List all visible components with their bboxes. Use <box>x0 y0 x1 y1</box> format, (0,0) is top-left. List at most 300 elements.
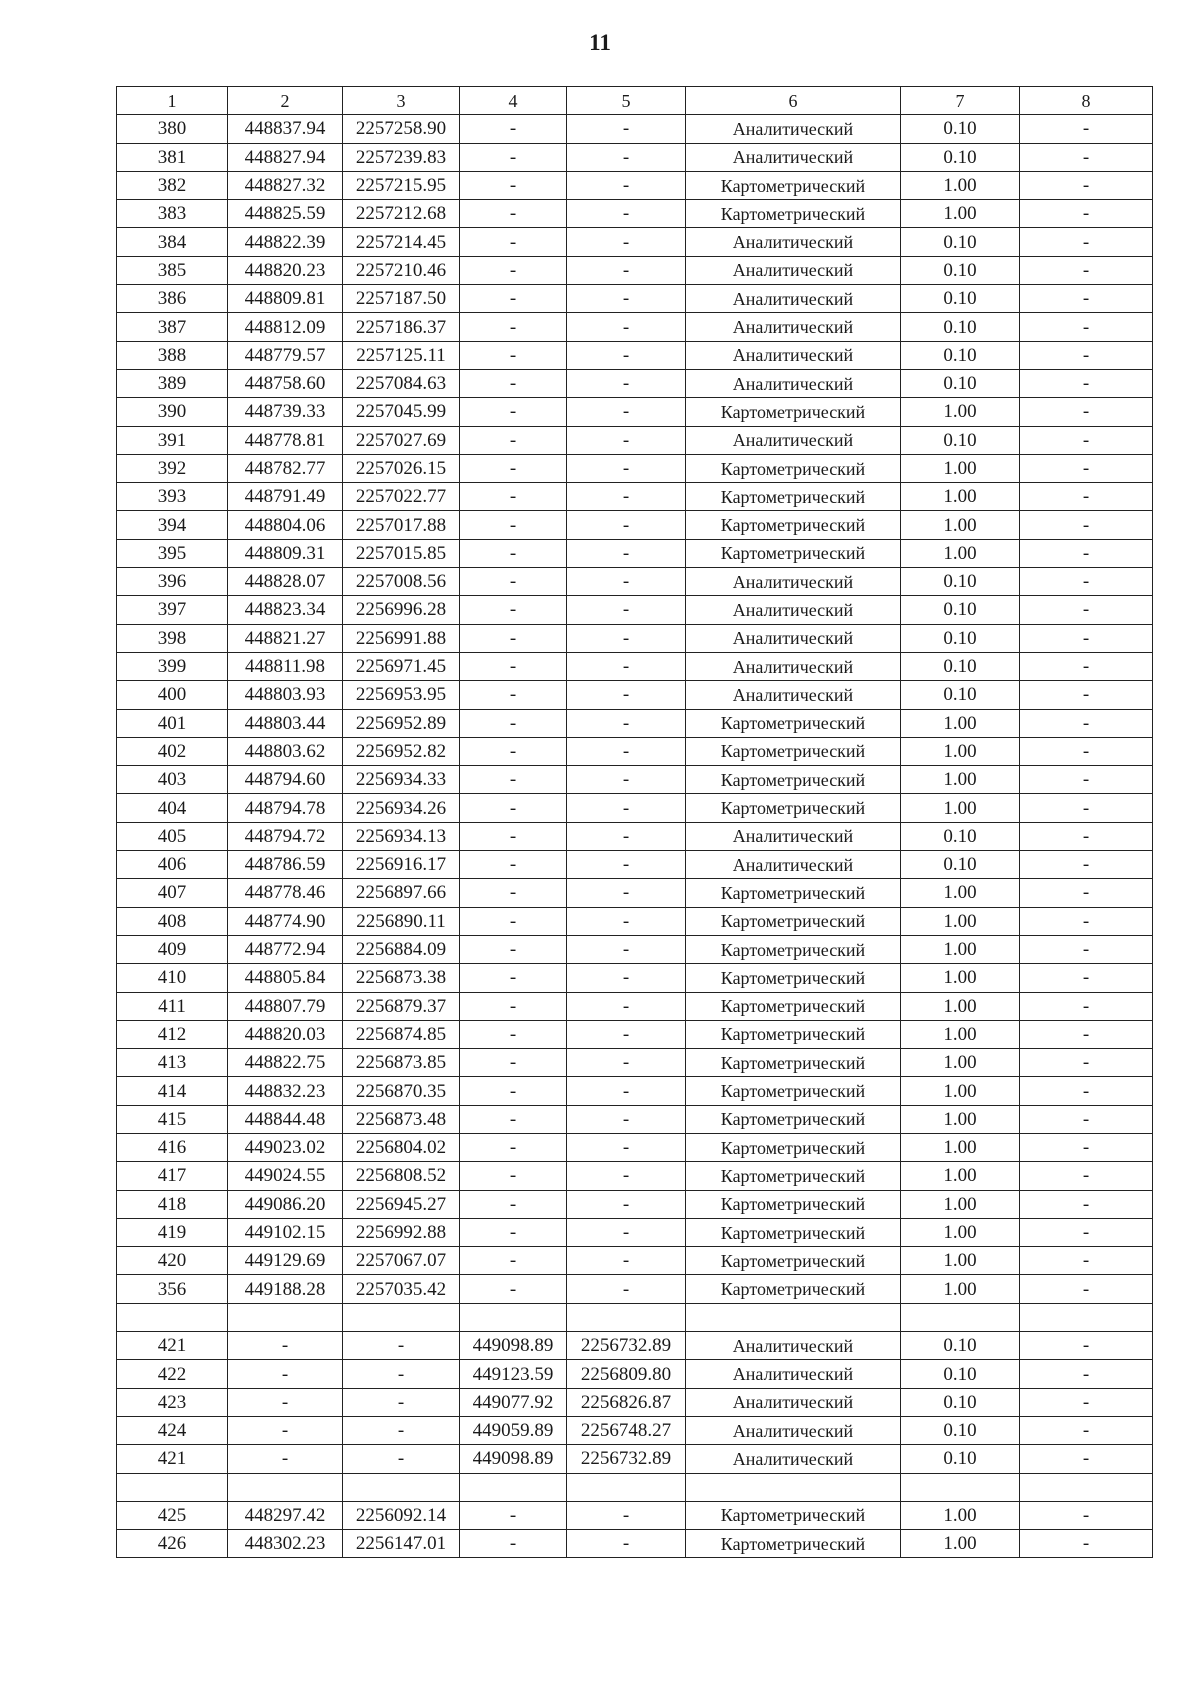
table-row <box>117 1077 1153 1105</box>
x-new-coordinate-cell: - <box>460 851 567 879</box>
column-header-4: 4 <box>460 87 567 115</box>
y-coordinate-cell: 2256804.02 <box>343 1133 460 1161</box>
method-cell: Картометрический <box>686 539 901 567</box>
note-cell <box>1020 1303 1153 1331</box>
accuracy-cell: 0.10 <box>901 681 1020 709</box>
accuracy-cell: 0.10 <box>901 1388 1020 1416</box>
method-cell <box>686 1303 901 1331</box>
y-coordinate-cell: 2256952.82 <box>343 737 460 765</box>
point-number-cell: 390 <box>117 398 228 426</box>
point-number-cell: 417 <box>117 1162 228 1190</box>
table-row <box>117 596 1153 624</box>
note-cell: - <box>1020 1416 1153 1444</box>
accuracy-cell: 1.00 <box>901 766 1020 794</box>
x-coordinate-cell: - <box>228 1416 343 1444</box>
point-number-cell: 381 <box>117 143 228 171</box>
y-new-coordinate-cell: - <box>567 907 686 935</box>
point-number-cell: 412 <box>117 1020 228 1048</box>
table-row <box>117 454 1153 482</box>
table-row <box>117 511 1153 539</box>
method-cell: Картометрический <box>686 935 901 963</box>
x-coordinate-cell: 449129.69 <box>228 1247 343 1275</box>
y-coordinate-cell: - <box>343 1332 460 1360</box>
x-coordinate-cell: 448778.81 <box>228 426 343 454</box>
y-new-coordinate-cell: - <box>567 285 686 313</box>
note-cell: - <box>1020 822 1153 850</box>
x-new-coordinate-cell: - <box>460 454 567 482</box>
method-cell: Аналитический <box>686 341 901 369</box>
column-header-2: 2 <box>228 87 343 115</box>
point-number-cell: 398 <box>117 624 228 652</box>
y-coordinate-cell: 2257045.99 <box>343 398 460 426</box>
x-coordinate-cell: 448827.94 <box>228 143 343 171</box>
table-row <box>117 483 1153 511</box>
x-coordinate-cell: 448774.90 <box>228 907 343 935</box>
table-row <box>117 568 1153 596</box>
y-coordinate-cell: 2257125.11 <box>343 341 460 369</box>
x-coordinate-cell: 448828.07 <box>228 568 343 596</box>
table-row <box>117 737 1153 765</box>
column-header-8: 8 <box>1020 87 1153 115</box>
note-cell: - <box>1020 539 1153 567</box>
accuracy-cell: 1.00 <box>901 1275 1020 1303</box>
x-coordinate-cell <box>228 1303 343 1331</box>
x-new-coordinate-cell: - <box>460 1218 567 1246</box>
x-coordinate-cell: 448820.03 <box>228 1020 343 1048</box>
note-cell: - <box>1020 1530 1153 1558</box>
y-new-coordinate-cell: 2256748.27 <box>567 1416 686 1444</box>
x-coordinate-cell: - <box>228 1332 343 1360</box>
point-number-cell: 356 <box>117 1275 228 1303</box>
point-number-cell: 425 <box>117 1501 228 1529</box>
x-coordinate-cell: 448809.81 <box>228 285 343 313</box>
y-new-coordinate-cell: - <box>567 1530 686 1558</box>
method-cell: Аналитический <box>686 1332 901 1360</box>
y-coordinate-cell: 2256874.85 <box>343 1020 460 1048</box>
method-cell: Аналитический <box>686 143 901 171</box>
x-new-coordinate-cell: - <box>460 709 567 737</box>
accuracy-cell: 0.10 <box>901 285 1020 313</box>
note-cell: - <box>1020 398 1153 426</box>
point-number-cell: 396 <box>117 568 228 596</box>
y-new-coordinate-cell <box>567 1473 686 1501</box>
x-coordinate-cell: - <box>228 1388 343 1416</box>
accuracy-cell: 1.00 <box>901 794 1020 822</box>
x-new-coordinate-cell: - <box>460 1105 567 1133</box>
y-new-coordinate-cell: - <box>567 624 686 652</box>
x-coordinate-cell: - <box>228 1445 343 1473</box>
y-coordinate-cell: 2257215.95 <box>343 171 460 199</box>
x-coordinate-cell: 448782.77 <box>228 454 343 482</box>
x-coordinate-cell: 448794.72 <box>228 822 343 850</box>
table-row <box>117 398 1153 426</box>
accuracy-cell: 1.00 <box>901 1530 1020 1558</box>
x-new-coordinate-cell: - <box>460 143 567 171</box>
x-new-coordinate-cell: - <box>460 1020 567 1048</box>
x-new-coordinate-cell: - <box>460 483 567 511</box>
y-new-coordinate-cell: - <box>567 681 686 709</box>
table-row <box>117 992 1153 1020</box>
y-new-coordinate-cell: 2256809.80 <box>567 1360 686 1388</box>
point-number-cell: 421 <box>117 1445 228 1473</box>
y-new-coordinate-cell: 2256732.89 <box>567 1445 686 1473</box>
point-number-cell: 384 <box>117 228 228 256</box>
table-row <box>117 539 1153 567</box>
x-new-coordinate-cell: - <box>460 822 567 850</box>
x-new-coordinate-cell: - <box>460 1133 567 1161</box>
x-coordinate-cell: 448804.06 <box>228 511 343 539</box>
y-new-coordinate-cell: - <box>567 539 686 567</box>
note-cell: - <box>1020 935 1153 963</box>
note-cell: - <box>1020 313 1153 341</box>
method-cell: Картометрический <box>686 907 901 935</box>
method-cell: Картометрический <box>686 709 901 737</box>
x-new-coordinate-cell: - <box>460 568 567 596</box>
y-coordinate-cell: - <box>343 1360 460 1388</box>
accuracy-cell: 1.00 <box>901 483 1020 511</box>
point-number-cell: 406 <box>117 851 228 879</box>
method-cell: Картометрический <box>686 1218 901 1246</box>
method-cell: Картометрический <box>686 1077 901 1105</box>
point-number-cell: 389 <box>117 369 228 397</box>
x-new-coordinate-cell: - <box>460 596 567 624</box>
x-new-coordinate-cell: - <box>460 1162 567 1190</box>
method-cell: Аналитический <box>686 652 901 680</box>
y-new-coordinate-cell: - <box>567 313 686 341</box>
accuracy-cell: 0.10 <box>901 1360 1020 1388</box>
method-cell <box>686 1473 901 1501</box>
table-row <box>117 256 1153 284</box>
x-coordinate-cell: 449023.02 <box>228 1133 343 1161</box>
note-cell: - <box>1020 681 1153 709</box>
table-body <box>117 115 1153 1558</box>
x-coordinate-cell: 448297.42 <box>228 1501 343 1529</box>
table-row <box>117 1445 1153 1473</box>
column-header-3: 3 <box>343 87 460 115</box>
x-coordinate-cell: 448794.78 <box>228 794 343 822</box>
table-row <box>117 1133 1153 1161</box>
method-cell: Аналитический <box>686 426 901 454</box>
column-header-7: 7 <box>901 87 1020 115</box>
point-number-cell: 421 <box>117 1332 228 1360</box>
y-new-coordinate-cell: - <box>567 568 686 596</box>
method-cell: Аналитический <box>686 369 901 397</box>
accuracy-cell: 0.10 <box>901 143 1020 171</box>
method-cell: Картометрический <box>686 766 901 794</box>
point-number-cell: 403 <box>117 766 228 794</box>
table-row <box>117 1360 1153 1388</box>
note-cell: - <box>1020 907 1153 935</box>
point-number-cell: 386 <box>117 285 228 313</box>
x-new-coordinate-cell: - <box>460 369 567 397</box>
x-new-coordinate-cell: - <box>460 313 567 341</box>
method-cell: Картометрический <box>686 794 901 822</box>
x-new-coordinate-cell <box>460 1473 567 1501</box>
y-coordinate-cell: 2256996.28 <box>343 596 460 624</box>
accuracy-cell: 1.00 <box>901 1020 1020 1048</box>
y-coordinate-cell: 2257212.68 <box>343 200 460 228</box>
point-number-cell: 382 <box>117 171 228 199</box>
x-coordinate-cell: 448758.60 <box>228 369 343 397</box>
y-coordinate-cell: - <box>343 1388 460 1416</box>
x-coordinate-cell: 448786.59 <box>228 851 343 879</box>
accuracy-cell: 0.10 <box>901 822 1020 850</box>
x-new-coordinate-cell: - <box>460 285 567 313</box>
accuracy-cell <box>901 1473 1020 1501</box>
x-coordinate-cell: 448803.62 <box>228 737 343 765</box>
y-new-coordinate-cell: - <box>567 511 686 539</box>
table-row <box>117 1388 1153 1416</box>
y-new-coordinate-cell: - <box>567 1247 686 1275</box>
accuracy-cell: 0.10 <box>901 228 1020 256</box>
note-cell: - <box>1020 596 1153 624</box>
x-coordinate-cell: 448832.23 <box>228 1077 343 1105</box>
x-coordinate-cell: 448739.33 <box>228 398 343 426</box>
note-cell: - <box>1020 1190 1153 1218</box>
note-cell: - <box>1020 1218 1153 1246</box>
x-coordinate-cell: 449102.15 <box>228 1218 343 1246</box>
table-row <box>117 1473 1153 1501</box>
accuracy-cell: 0.10 <box>901 1445 1020 1473</box>
x-coordinate-cell: 448772.94 <box>228 935 343 963</box>
method-cell: Картометрический <box>686 1247 901 1275</box>
point-number-cell: 400 <box>117 681 228 709</box>
y-coordinate-cell: 2256971.45 <box>343 652 460 680</box>
y-coordinate-cell: 2256092.14 <box>343 1501 460 1529</box>
y-new-coordinate-cell: - <box>567 794 686 822</box>
y-coordinate-cell: 2256952.89 <box>343 709 460 737</box>
point-number-cell <box>117 1303 228 1331</box>
point-number-cell: 380 <box>117 115 228 143</box>
note-cell: - <box>1020 228 1153 256</box>
y-coordinate-cell <box>343 1473 460 1501</box>
y-coordinate-cell: 2256147.01 <box>343 1530 460 1558</box>
point-number-cell: 420 <box>117 1247 228 1275</box>
point-number-cell: 397 <box>117 596 228 624</box>
x-new-coordinate-cell: - <box>460 737 567 765</box>
table-row <box>117 907 1153 935</box>
note-cell: - <box>1020 1275 1153 1303</box>
y-coordinate-cell: 2257035.42 <box>343 1275 460 1303</box>
x-new-coordinate-cell: - <box>460 624 567 652</box>
x-new-coordinate-cell: - <box>460 398 567 426</box>
accuracy-cell: 1.00 <box>901 992 1020 1020</box>
note-cell: - <box>1020 143 1153 171</box>
note-cell: - <box>1020 652 1153 680</box>
x-new-coordinate-cell: - <box>460 1190 567 1218</box>
x-coordinate-cell: 448811.98 <box>228 652 343 680</box>
table-row <box>117 171 1153 199</box>
x-coordinate-cell: 448822.75 <box>228 1049 343 1077</box>
note-cell: - <box>1020 483 1153 511</box>
x-new-coordinate-cell: - <box>460 935 567 963</box>
table-row <box>117 1275 1153 1303</box>
point-number-cell: 391 <box>117 426 228 454</box>
point-number-cell: 413 <box>117 1049 228 1077</box>
accuracy-cell: 1.00 <box>901 539 1020 567</box>
accuracy-cell: 1.00 <box>901 1162 1020 1190</box>
y-coordinate-cell: 2256873.48 <box>343 1105 460 1133</box>
y-new-coordinate-cell: - <box>567 737 686 765</box>
x-coordinate-cell: 448809.31 <box>228 539 343 567</box>
x-new-coordinate-cell: - <box>460 511 567 539</box>
x-coordinate-cell: 448812.09 <box>228 313 343 341</box>
x-coordinate-cell: 448778.46 <box>228 879 343 907</box>
y-coordinate-cell: - <box>343 1445 460 1473</box>
point-number-cell: 405 <box>117 822 228 850</box>
point-number-cell: 408 <box>117 907 228 935</box>
y-coordinate-cell: 2256870.35 <box>343 1077 460 1105</box>
y-coordinate-cell: 2256884.09 <box>343 935 460 963</box>
table-row <box>117 624 1153 652</box>
table-row <box>117 1218 1153 1246</box>
y-new-coordinate-cell <box>567 1303 686 1331</box>
y-coordinate-cell: 2257214.45 <box>343 228 460 256</box>
x-coordinate-cell: - <box>228 1360 343 1388</box>
x-new-coordinate-cell: - <box>460 115 567 143</box>
y-new-coordinate-cell: - <box>567 369 686 397</box>
y-new-coordinate-cell: - <box>567 709 686 737</box>
table-row <box>117 1530 1153 1558</box>
table-row <box>117 228 1153 256</box>
x-new-coordinate-cell: 449098.89 <box>460 1445 567 1473</box>
method-cell: Картометрический <box>686 171 901 199</box>
table-row <box>117 143 1153 171</box>
method-cell: Аналитический <box>686 681 901 709</box>
y-coordinate-cell: 2257239.83 <box>343 143 460 171</box>
y-coordinate-cell: 2256934.13 <box>343 822 460 850</box>
y-new-coordinate-cell: - <box>567 935 686 963</box>
y-coordinate-cell: 2257187.50 <box>343 285 460 313</box>
x-coordinate-cell: 448820.23 <box>228 256 343 284</box>
x-new-coordinate-cell: - <box>460 681 567 709</box>
note-cell: - <box>1020 1049 1153 1077</box>
accuracy-cell: 0.10 <box>901 568 1020 596</box>
y-new-coordinate-cell: - <box>567 596 686 624</box>
y-coordinate-cell: 2256953.95 <box>343 681 460 709</box>
x-new-coordinate-cell: - <box>460 1077 567 1105</box>
point-number-cell: 407 <box>117 879 228 907</box>
x-coordinate-cell: 448827.32 <box>228 171 343 199</box>
point-number-cell: 402 <box>117 737 228 765</box>
method-cell: Аналитический <box>686 851 901 879</box>
point-number-cell: 399 <box>117 652 228 680</box>
y-new-coordinate-cell: - <box>567 426 686 454</box>
table-row <box>117 1332 1153 1360</box>
note-cell: - <box>1020 737 1153 765</box>
column-header-5: 5 <box>567 87 686 115</box>
table-row <box>117 766 1153 794</box>
x-coordinate-cell: 448794.60 <box>228 766 343 794</box>
point-number-cell: 388 <box>117 341 228 369</box>
table-row <box>117 822 1153 850</box>
column-header-1: 1 <box>117 87 228 115</box>
y-coordinate-cell: 2256934.33 <box>343 766 460 794</box>
method-cell: Аналитический <box>686 228 901 256</box>
y-new-coordinate-cell: - <box>567 1190 686 1218</box>
y-new-coordinate-cell: - <box>567 1133 686 1161</box>
y-new-coordinate-cell: - <box>567 766 686 794</box>
point-number-cell: 395 <box>117 539 228 567</box>
table-row <box>117 935 1153 963</box>
point-number-cell: 393 <box>117 483 228 511</box>
x-new-coordinate-cell: 449123.59 <box>460 1360 567 1388</box>
y-coordinate-cell: 2256873.38 <box>343 964 460 992</box>
x-coordinate-cell: 448779.57 <box>228 341 343 369</box>
note-cell: - <box>1020 426 1153 454</box>
point-number-cell: 387 <box>117 313 228 341</box>
y-coordinate-cell: 2256879.37 <box>343 992 460 1020</box>
x-new-coordinate-cell: - <box>460 228 567 256</box>
point-number-cell: 426 <box>117 1530 228 1558</box>
note-cell: - <box>1020 709 1153 737</box>
table-row <box>117 1105 1153 1133</box>
y-coordinate-cell: 2256916.17 <box>343 851 460 879</box>
x-new-coordinate-cell: - <box>460 1049 567 1077</box>
x-new-coordinate-cell: 449098.89 <box>460 1332 567 1360</box>
method-cell: Аналитический <box>686 1360 901 1388</box>
note-cell: - <box>1020 794 1153 822</box>
y-new-coordinate-cell: - <box>567 143 686 171</box>
y-new-coordinate-cell: - <box>567 964 686 992</box>
x-new-coordinate-cell: - <box>460 1275 567 1303</box>
accuracy-cell: 1.00 <box>901 171 1020 199</box>
note-cell: - <box>1020 369 1153 397</box>
point-number-cell: 419 <box>117 1218 228 1246</box>
note-cell: - <box>1020 511 1153 539</box>
note-cell: - <box>1020 171 1153 199</box>
y-coordinate-cell: 2257015.85 <box>343 539 460 567</box>
y-new-coordinate-cell: - <box>567 1077 686 1105</box>
accuracy-cell: 1.00 <box>901 1190 1020 1218</box>
note-cell: - <box>1020 1501 1153 1529</box>
method-cell: Аналитический <box>686 115 901 143</box>
accuracy-cell: 0.10 <box>901 596 1020 624</box>
method-cell: Картометрический <box>686 992 901 1020</box>
note-cell: - <box>1020 1133 1153 1161</box>
note-cell: - <box>1020 256 1153 284</box>
y-new-coordinate-cell: - <box>567 1501 686 1529</box>
accuracy-cell: 0.10 <box>901 624 1020 652</box>
point-number-cell: 414 <box>117 1077 228 1105</box>
method-cell: Картометрический <box>686 1275 901 1303</box>
note-cell: - <box>1020 766 1153 794</box>
y-new-coordinate-cell: - <box>567 1162 686 1190</box>
note-cell: - <box>1020 1077 1153 1105</box>
accuracy-cell: 1.00 <box>901 879 1020 907</box>
method-cell: Картометрический <box>686 964 901 992</box>
x-coordinate-cell: 449024.55 <box>228 1162 343 1190</box>
x-coordinate-cell: 448805.84 <box>228 964 343 992</box>
table-row <box>117 285 1153 313</box>
table-row <box>117 964 1153 992</box>
x-new-coordinate-cell <box>460 1303 567 1331</box>
table-row <box>117 313 1153 341</box>
table-row <box>117 115 1153 143</box>
accuracy-cell: 1.00 <box>901 1077 1020 1105</box>
point-number-cell: 394 <box>117 511 228 539</box>
accuracy-cell: 0.10 <box>901 426 1020 454</box>
y-coordinate-cell: - <box>343 1416 460 1444</box>
note-cell: - <box>1020 992 1153 1020</box>
table-row <box>117 369 1153 397</box>
method-cell: Картометрический <box>686 398 901 426</box>
y-new-coordinate-cell: - <box>567 398 686 426</box>
table-row <box>117 1303 1153 1331</box>
table-row <box>117 879 1153 907</box>
note-cell: - <box>1020 851 1153 879</box>
accuracy-cell: 0.10 <box>901 313 1020 341</box>
